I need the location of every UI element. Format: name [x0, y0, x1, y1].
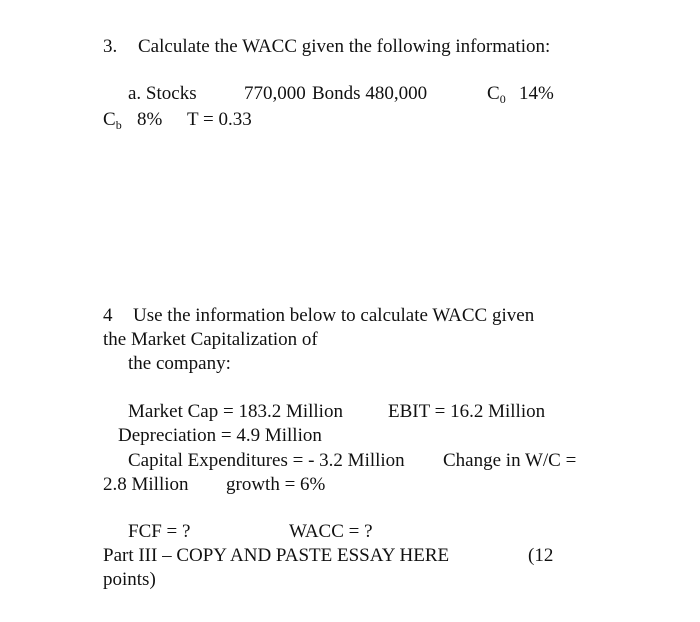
cb-subscript: b — [115, 118, 122, 132]
q3-cost-of-equity — [487, 84, 506, 105]
ce-subscript: 0 — [499, 92, 506, 106]
part3-points-open: (12 — [528, 545, 554, 566]
q4-wacc: WACC = ? — [289, 521, 373, 542]
q3-cb-value: 8% — [137, 109, 163, 130]
q4-capex: Capital Expenditures = - 3.2 Million — [128, 450, 405, 471]
q4-change-wc-label: Change in W/C = — [443, 450, 577, 471]
q4-growth: growth = 6% — [226, 474, 326, 495]
q3-cost-of-debt — [103, 110, 122, 131]
q3-stocks-value: 770,000 — [244, 83, 306, 104]
q3-number: 3. — [103, 36, 118, 57]
q4-prompt-line2: the Market Capitalization of — [103, 329, 318, 350]
q4-fcf: FCF = ? — [128, 521, 191, 542]
q3-bonds: Bonds 480,000 — [312, 83, 428, 104]
q4-market-cap: Market Cap = 183.2 Million — [128, 401, 343, 422]
part3-title: Part III – COPY AND PASTE ESSAY HERE — [103, 545, 450, 566]
q4-prompt-line3: the company: — [128, 353, 231, 374]
q4-change-wc-value: 2.8 Million — [103, 474, 189, 495]
q4-number: 4 — [103, 305, 113, 326]
q4-prompt-line1: Use the information below to calculate WACC given — [133, 305, 535, 326]
q3-stocks-label: a. Stocks — [128, 83, 197, 104]
q4-depreciation: Depreciation = 4.9 Million — [118, 425, 322, 446]
ce-symbol: C — [487, 83, 500, 104]
q3-tax: T = 0.33 — [187, 109, 252, 130]
q3-ce-value: 14% — [519, 83, 554, 104]
q3-prompt: Calculate the WACC given the following information: — [138, 36, 551, 57]
q4-ebit: EBIT = 16.2 Million — [388, 401, 546, 422]
part3-points-close: points) — [103, 569, 156, 590]
cb-symbol: C — [103, 109, 116, 130]
